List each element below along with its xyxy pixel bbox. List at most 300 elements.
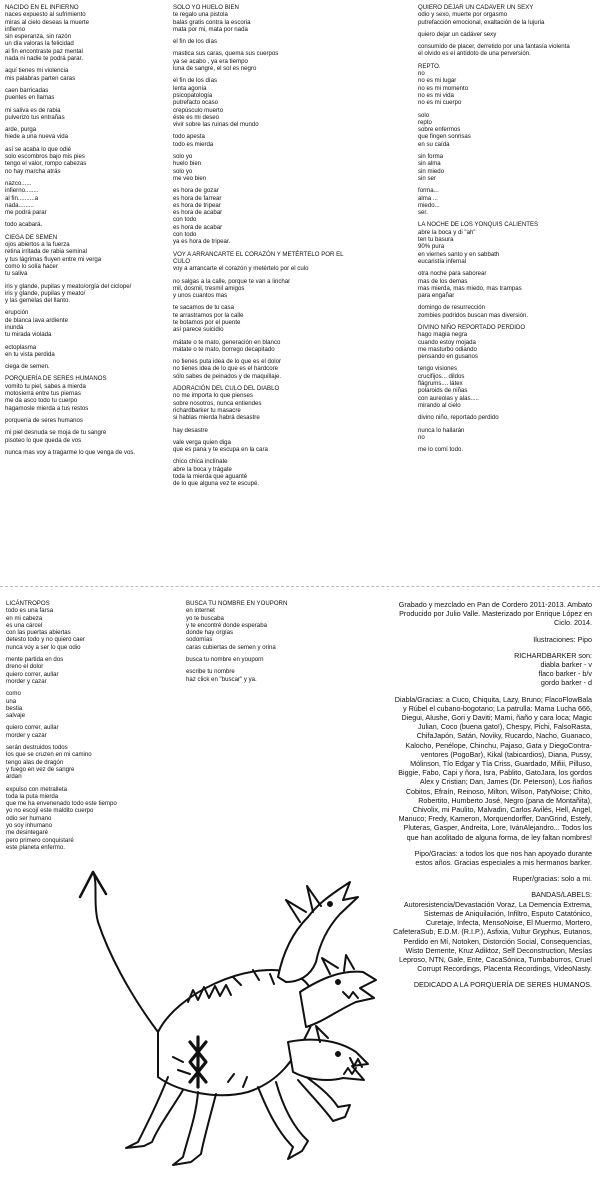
text-line: ventores (PogoBar), Kikal (tabicardios), Diana, Pussy, <box>420 749 592 759</box>
text-line: Corrupt Recordings, Placenta Recordings, VideoNasty. <box>417 964 592 974</box>
lyric-line: pero primero conquistaré <box>6 836 74 844</box>
hellhound-illustration <box>38 842 378 1192</box>
lyric-line: como <box>6 690 21 698</box>
lyric-line: con todo <box>173 216 197 224</box>
text-line: Julian, Coco (buena gato!), Chespy, Pichi, FalsoRasta, <box>417 722 592 732</box>
song-block <box>5 4 180 229</box>
stanza <box>418 153 598 182</box>
lyric-line: flágrums.... látex <box>418 380 463 388</box>
lyric-line: mas de los demas <box>418 277 468 285</box>
lyric-line: nada......... <box>5 201 34 209</box>
lyric-line: alma ... <box>418 194 438 202</box>
lyric-line: en viernes santo y en sabbath <box>418 250 500 258</box>
lyric-line: así se acaba lo que odié <box>5 145 72 153</box>
lyric-line: te arrastramos por la calle <box>173 311 244 319</box>
lyric-line: iris y glande, pupilas y meato/orgía del ciclope/ <box>5 282 132 290</box>
lyric-line: ya es hora de tripear. <box>173 238 231 246</box>
lyric-line: es hora de tripear <box>173 201 221 209</box>
lyric-line: no <box>418 70 425 78</box>
stanza <box>418 31 598 38</box>
song-block <box>186 600 361 683</box>
lyric-line: y las gemelas del llanto. <box>5 297 71 305</box>
stanza <box>418 427 598 442</box>
lyric-line: 90% pura <box>418 243 445 251</box>
song-block <box>173 4 348 246</box>
lyric-line: no hay marcha atrás <box>5 167 61 175</box>
text-line: Grabado y mezclado en Pan de Cordero 2011-2013. Ambato <box>398 600 592 609</box>
stanza <box>418 70 598 106</box>
text-line: RICHARDBARKER son: <box>514 650 592 660</box>
stanza <box>5 363 180 370</box>
lyric-line: vomito tu piel, sabes a mierda <box>5 382 86 390</box>
stanza <box>6 744 181 780</box>
stanza <box>5 146 180 175</box>
lyric-line: solo escombros bajo mis pies <box>5 153 85 161</box>
text-line: diabla barker - v <box>540 660 592 670</box>
lyric-line: mente partida en dos <box>6 656 64 664</box>
stanza <box>5 417 180 424</box>
thanks-ruper: Ruper/gracias: solo a mi. <box>512 874 592 884</box>
stanza <box>173 50 348 72</box>
lyric-line: toda la mierda que aguanté <box>173 473 248 481</box>
lyric-line: domingo de resurrección <box>418 304 486 312</box>
text-line: Wisto Demente, Kruz Adiktoz, Self Deconstruction, Mesías <box>405 945 592 955</box>
song-block <box>418 4 598 58</box>
lyric-line: solo <box>418 111 430 119</box>
song-block <box>173 385 348 488</box>
lyric-line: psicopatología <box>173 91 213 99</box>
lyric-line: todo es una farsa <box>6 607 54 615</box>
lyric-line: polaroids de niñas <box>418 387 468 395</box>
lyric-line: expulso con metralleta <box>6 785 67 793</box>
lyric-line: que es pana y te escupa en la cara <box>173 446 268 454</box>
lyric-line: de lo que alguna vez te escupé. <box>173 480 260 488</box>
lyric-line: infierno <box>5 25 25 33</box>
stanza <box>173 439 348 454</box>
text-line: Alex y Cristian; Dan, James (Dr. Peterson), Los ñaños <box>419 777 592 787</box>
lyric-line: repto <box>418 118 432 126</box>
text-line: Leproso, NTN, Gale, Ente, CacaSónica, Tumbaburros, Cruel <box>399 954 592 964</box>
text-line: Manuco; Fredy, Kameron, Morquendorffer, DanGrind, Estefy, <box>398 814 592 824</box>
lyric-line: me desintegaré <box>6 829 49 837</box>
stanza <box>5 241 180 277</box>
lyric-line: escribe tu nombre <box>186 668 235 676</box>
stanza <box>186 656 361 663</box>
lyric-line: divino niño, reportado perdido <box>418 414 499 422</box>
lyric-line: richardbarker tu masacre <box>173 406 241 414</box>
lyric-line: detesto todo y no quiero caer <box>6 636 85 644</box>
text-line: que han acolitado de alguna forma, de ley faltan nombres! <box>406 832 592 842</box>
stanza <box>5 126 180 141</box>
stanza <box>186 668 361 683</box>
lyric-line: con todo <box>173 231 197 239</box>
lyric-line: no es mi lugar <box>418 77 457 85</box>
liner-notes-credits <box>360 600 592 997</box>
stanza <box>418 229 598 265</box>
lyric-line: hiede a una nueva vida <box>5 133 69 141</box>
lyric-line: odio y sexo, muerte por orgasmo <box>418 11 508 19</box>
lyric-line: putrefacción emocional, exaltación de la lujuria <box>418 18 545 26</box>
lyric-line: yo no escojí este maldito cuerpo <box>6 807 94 815</box>
labels-heading: BANDAS/LABELS: <box>531 890 592 900</box>
text-line: Ciclo. 2014. <box>554 618 592 628</box>
lyric-line: caras cubiertas de semen y orina <box>186 643 276 651</box>
lyric-line: haz click en "buscar" y ya. <box>186 675 257 683</box>
dedication: DEDICADO A LA PORQUERÍA DE SERES HUMANOS. <box>413 980 592 990</box>
lyric-line: donde hay orgías <box>186 629 234 637</box>
lyric-line: todo es mierda <box>173 140 214 148</box>
lyric-line: con las puertas abiertas <box>6 629 71 637</box>
lyric-line: solo yo <box>173 167 193 175</box>
lyric-line: no es mi vida <box>418 91 454 99</box>
lyric-line: no es mi momento <box>418 84 469 92</box>
lyrics-column-3 <box>418 4 598 458</box>
lyric-line: eucaristía infernal <box>418 257 467 265</box>
lyric-line: y te encontré donde esperaba <box>186 621 267 629</box>
lyric-line: tengo visiones <box>418 365 457 373</box>
labels-block <box>360 890 592 973</box>
song-block <box>5 234 180 371</box>
lyric-line: puentes en llamas <box>5 94 55 102</box>
lyric-line: putrefacto ocaso <box>173 99 219 107</box>
stanza <box>418 187 598 216</box>
lyric-line: aquí tienes mi violencia <box>5 67 69 75</box>
stanza <box>173 358 348 380</box>
lyric-line: en su caída <box>418 140 450 148</box>
stanza <box>5 429 180 444</box>
text-line: Diegui, Alushe, Gori y Daviti; Mami, ñaño y cara loca; Magic <box>401 713 592 723</box>
stanza <box>173 133 348 148</box>
lyric-line: ectoplasma <box>5 343 37 351</box>
lyric-line: no me importa lo que pienses <box>173 392 253 400</box>
lyrics-column-2 <box>173 4 348 493</box>
lyric-line: yo soy inhumano <box>6 822 53 830</box>
song-title: DIVINO NIÑO REPORTADO PERDIDO <box>418 323 526 331</box>
lyric-line: mas mierda, mas miedo, mas trampas <box>418 284 522 292</box>
stanza <box>5 283 180 305</box>
lyric-line: vale verga quien diga <box>173 438 231 446</box>
lyric-line: ser. <box>418 209 428 217</box>
lyric-line: nunca lo hallarán <box>418 426 465 434</box>
lyric-line: es hora de farrear <box>173 194 222 202</box>
stanza <box>418 270 598 299</box>
song-title: NACIDO EN EL INFIERNO <box>5 4 79 11</box>
lyric-line: solo yo <box>173 153 193 161</box>
song-block <box>5 375 180 456</box>
lyric-line: pisoteo lo que queda de vos <box>5 436 82 444</box>
lyric-line: te regalo una pistola <box>173 11 228 19</box>
lyric-line: nada ni nadie te podrá parar. <box>5 55 83 63</box>
lyric-line: y unos cuantos mas <box>173 292 228 300</box>
stanza <box>173 392 348 421</box>
lyric-line: consumido de placer, derretido por una fantasía violenta <box>418 43 570 51</box>
lyric-line: en tu vista perdida <box>5 350 55 358</box>
lyric-line: quiero correr, aullar <box>6 670 59 678</box>
lyric-line: no <box>418 433 425 441</box>
song-title: LICÁNTROPOS <box>6 600 50 607</box>
lyric-line: mis palabras parten caras <box>5 74 76 82</box>
text-line: Autoresistencia/Devastación Voraz, La Demencia Extrema, <box>403 899 592 909</box>
lyric-line: crepúsculo muerto <box>173 106 224 114</box>
lyric-line: dreno el dolor <box>6 663 44 671</box>
lyric-line: porquería de seres humanos <box>5 416 83 424</box>
lyric-line: voy a arrancarte el corazón y metértelo por el culo <box>173 265 309 273</box>
lyric-line: serán destruidos todos <box>6 744 68 752</box>
lyric-line: mirando al cielo <box>418 401 461 409</box>
lyric-line: sobre nosotros, nunca entiendes <box>173 399 262 407</box>
stanza <box>173 304 348 333</box>
stanza <box>418 11 598 26</box>
lyric-line: balas gratis contra la escoria <box>173 18 251 26</box>
stanza <box>6 690 181 719</box>
lyric-line: con aureolas y alas..... <box>418 394 479 402</box>
stanza <box>418 43 598 58</box>
lyric-line: hago magia negra <box>418 331 468 339</box>
lyric-line: vivir sobre las ruinas del mundo <box>173 121 259 129</box>
lyric-line: otra noche para saborear <box>418 270 487 278</box>
lyric-line: si hablas mierda habrá desastre <box>173 414 260 422</box>
text-line: Mólinson, Tío Edgar y Tía Criss, Guardado, Mifiii, Pilluso, <box>410 759 592 769</box>
lyric-line: crucifijos... dildos <box>418 372 465 380</box>
lyric-line: mastica sus caras, quema sus cuerpos <box>173 50 279 58</box>
lyric-line: los que se cruzen en mi camino <box>6 751 92 759</box>
lyric-line: tengo alas de dragón <box>6 758 64 766</box>
lyric-line: pulverizo tus entrañas <box>5 113 65 121</box>
text-line: Curetaje, Infecta, MensoNoise, El Muermo, Mortero, <box>425 918 592 928</box>
lyrics-column-5 <box>186 600 361 688</box>
song-block <box>418 324 598 453</box>
lyric-line: y tus lágrimas fluyen entre mi verga <box>5 255 102 263</box>
lyric-line: es hora de acabar <box>173 209 223 217</box>
stanza <box>173 265 348 272</box>
lyric-line: mata por mi, mata por nada <box>173 25 248 33</box>
stanza <box>5 309 180 338</box>
lyric-line: yo te buscaba <box>186 614 224 622</box>
lyric-line: sin alma <box>418 160 441 168</box>
text-line: Producido por Julio Valle. Masterizado por Enrique López en <box>399 609 592 619</box>
lyric-line: sin miedo <box>418 167 445 175</box>
stanza <box>418 304 598 319</box>
song-block <box>173 251 348 380</box>
lyric-line: sin esperanza, sin razón <box>5 33 72 41</box>
lyric-line: retina irritada de rabia seminal <box>5 248 87 256</box>
text-line: Pluteras, Gasper, Andreita, Lore, IvánAlejandro... Todos los <box>403 823 592 833</box>
stanza <box>5 67 180 82</box>
lyric-line: nazco...... <box>5 179 32 187</box>
lyric-line: este planeta enfermo. <box>6 843 65 851</box>
lyric-line: nunca voy a ser lo que odio <box>6 643 81 651</box>
lyric-line: es hora de gozar <box>173 187 219 195</box>
song-block <box>418 63 598 217</box>
lyric-line: luna de sangre, el sol es negro <box>173 65 257 73</box>
lyric-line: tengo el valor, rompo cabezas <box>5 160 87 168</box>
lyric-line: ciega de semen. <box>5 363 50 371</box>
stanza <box>173 153 348 182</box>
lyric-line: tu saliva <box>5 270 28 278</box>
band-members <box>360 651 592 688</box>
stanza <box>173 11 348 33</box>
lyric-line: zombies podridos buscan mas diversión. <box>418 311 529 319</box>
stanza <box>173 339 348 354</box>
thanks-diabla <box>360 695 592 842</box>
stanza <box>173 38 348 45</box>
stanza <box>5 11 180 62</box>
stanza <box>418 365 598 409</box>
song-block <box>418 221 598 319</box>
song-title: CIEGA DE SEMEN <box>5 233 58 241</box>
stanza <box>6 656 181 685</box>
lyric-line: te sacamos de tu casa <box>173 304 234 312</box>
stanza <box>173 427 348 434</box>
stanza <box>418 112 598 148</box>
lyric-line: mátate o te mato, borrego decapitado <box>173 345 275 353</box>
lyric-line: un día valoras la felicidad <box>5 40 74 48</box>
lyric-line: nunca mas voy a tragarme lo que venga de vos. <box>5 448 136 456</box>
text-line: Diabla/Gracias: a Cuco, Chiquita, Lazy, Bruno; FlacoFlowBala <box>394 694 592 704</box>
lyric-line: hay desastre <box>173 426 208 434</box>
lyric-line: me masturbo odiando <box>418 345 477 353</box>
lyric-line: todo apesta <box>173 133 205 141</box>
lyric-line: sin ser <box>418 174 436 182</box>
lyric-line: mi piel desnuda se moja de tu sangre <box>5 429 107 437</box>
lyric-line: me veo bien <box>173 174 207 182</box>
lyric-line: infierno........ <box>5 187 39 195</box>
text-line: Pipo/Gracias: a todos los que nos han apoyado durante <box>414 848 592 858</box>
stanza <box>5 383 180 412</box>
stanza <box>6 607 181 651</box>
lyric-line: el fin de los días <box>173 77 218 85</box>
lyric-line: todo acabará. <box>5 221 43 229</box>
lyric-line: quiero dejar un cadáver sexy <box>418 30 497 38</box>
song-block <box>6 600 181 851</box>
lyric-line: no tienes puta idea de lo que es el dolor <box>173 358 282 366</box>
text-line: Sistemas de Aniquilación, Infiltro, Esputo Catatónico, <box>423 908 592 918</box>
text-line: flaco barker - b/v <box>538 669 592 679</box>
lyric-line: inunda <box>5 323 24 331</box>
lyric-line: naces expuesto al sufrimiento <box>5 11 86 19</box>
stanza <box>418 331 598 360</box>
text-line: y Rúbel el cubano-bogotano; La patrulla: Mama Lucha 666, <box>403 703 592 713</box>
lyric-line: sólo sabes de peinados y de maquillaje. <box>173 372 282 380</box>
lyric-line: y fuego en vez de sangre <box>6 765 75 773</box>
text-line: ChifaJapón, Satán, Noviky, Rucardo, Nacho, Guanaco, <box>416 731 592 741</box>
stanza <box>5 221 180 228</box>
lyric-line: cuando estoy mojada <box>418 338 476 346</box>
text-line: Chivolix, mi Paulito, Malvadin, Carlos Avilés, Hell, Angel, <box>412 805 592 815</box>
text-line: Biggie, Fabo, Capi y ñora, Isra, Pablito, GatoJara, los gordos <box>398 768 592 778</box>
lyric-line: abre la boca y trágate <box>173 465 232 473</box>
lyric-line: para engañar <box>418 292 455 300</box>
lyric-line: motosierra entre tus piernas <box>5 390 81 398</box>
lyric-line: el olvido es el antídoto de una perversión. <box>418 50 531 58</box>
song-title: QUIERO DEJAR UN CADAVER UN SEXY <box>418 4 534 11</box>
lyric-line: toda la puta mierda <box>6 792 59 800</box>
lyric-line: te botamos por el puente <box>173 318 241 326</box>
lyric-line: mil, dosmil, tresmil amigos <box>173 284 245 292</box>
lyric-line: sin forma <box>418 153 444 161</box>
lyric-line: me podrá parar <box>5 209 47 217</box>
lyric-line: éste es mi deseo <box>173 113 220 121</box>
stanza <box>5 344 180 359</box>
lyric-line: como lo solía hacer <box>5 262 58 270</box>
stanza <box>186 607 361 651</box>
lyric-line: lenta agonía <box>173 84 207 92</box>
lyric-line: el fin de los días <box>173 38 218 46</box>
lyric-line: chico chica inclínate <box>173 458 228 466</box>
labels-list <box>360 900 592 974</box>
lyric-line: una <box>6 697 17 705</box>
recording-credits <box>360 600 592 628</box>
lyric-line: bestia <box>6 704 23 712</box>
lyric-line: busca tu nombre en youporn <box>186 656 264 664</box>
text-line: Cobitos, Efraín, Reinoso, Milton, Wilson, PatyNoise; Chito, <box>405 786 592 796</box>
lyric-line: abre la boca y di "ah" <box>418 228 476 236</box>
song-title: BUSCA TU NOMBRE EN YOUPORN <box>186 600 288 607</box>
lyric-line: arde, purga <box>5 126 37 134</box>
lyric-line: hagamosle mierda a tus restos <box>5 404 89 412</box>
song-title: LA NOCHE DE LOS YONQUIS CALIENTES <box>418 221 539 229</box>
text-line: estos años. Gracias especiales a mis hermanos barker. <box>415 858 592 868</box>
text-line: Perdido en Mí, Notoken, Distorción Social, Consequencias, <box>403 936 592 946</box>
stanza <box>173 278 348 300</box>
stanza <box>5 449 180 456</box>
lyric-line: en mi cabeza <box>6 614 43 622</box>
lyric-line: ten tu basura <box>418 236 454 244</box>
lyric-line: al fin..........a <box>5 194 39 202</box>
lyrics-column-4 <box>6 600 181 856</box>
thanks-pipo <box>360 849 592 867</box>
lyric-line: me da asco todo tu cuerpo <box>5 397 78 405</box>
lyric-line: me lo comí todo. <box>418 446 464 454</box>
illustration-credit: Ilustraciones: Pipo <box>533 634 592 644</box>
text-line: Robertito, Humberto José, Negro (pana de Montañita), <box>418 795 592 805</box>
lyric-line: ardan <box>6 773 22 781</box>
lyric-line: en internet <box>186 607 215 615</box>
lyric-line: es una cárcel <box>6 621 43 629</box>
song-title: SOLO YO HUELO BIEN <box>173 4 239 11</box>
song-title: ADORACIÓN DEL CULO DEL DIABLO <box>173 385 280 393</box>
song-title: VOY A ARRANCARTE EL CORAZÓN Y METÉRTELO POR EL CULO <box>173 250 344 265</box>
lyric-line: iris y glande, pupilas y meato/ <box>5 289 86 297</box>
lyric-line: odio ser humano <box>6 814 52 822</box>
lyrics-column-1 <box>5 4 180 461</box>
lyric-line: erupción <box>5 309 29 317</box>
stanza <box>5 107 180 122</box>
text-line: CafeteraSub, E.D.M. (R.I.P.), Asfixia, Vultur Gryphus, Eutanos, <box>393 927 592 937</box>
lyric-line: no salgas a la calle, porque te van a linchar <box>173 277 291 285</box>
text-line: gordo barker - d <box>540 678 592 688</box>
lyric-line: de blanca lava ardiente <box>5 316 69 324</box>
stanza <box>418 414 598 421</box>
lyric-line: morder y cazar <box>6 731 47 739</box>
stanza <box>5 180 180 216</box>
lyric-line: no tienes idea de lo que es el hardcore <box>173 365 279 373</box>
lyric-line: que me ha envenenado todo este tiempo <box>6 800 117 808</box>
stanza <box>418 446 598 453</box>
text-line: Kalocho, Penélope, Chinchu, Pajaso, Gata y DiegoContra- <box>405 740 592 750</box>
lyric-line: al fin encontraste paz mental <box>5 47 83 55</box>
stanza <box>173 77 348 128</box>
lyric-line: morder y cazar <box>6 677 47 685</box>
stanza <box>173 187 348 245</box>
song-title: PORQUERÍA DE SERES HUMANOS <box>5 375 107 383</box>
stanza <box>6 724 181 739</box>
song-title: REPTO. <box>418 62 441 70</box>
lyric-line: ya se acabo , ya era tiempo <box>173 57 248 65</box>
lyric-line: quiero correr, aullar <box>6 724 59 732</box>
lyric-line: caen barricadas <box>5 86 49 94</box>
lyric-line: pensando en gusanos <box>418 353 478 361</box>
